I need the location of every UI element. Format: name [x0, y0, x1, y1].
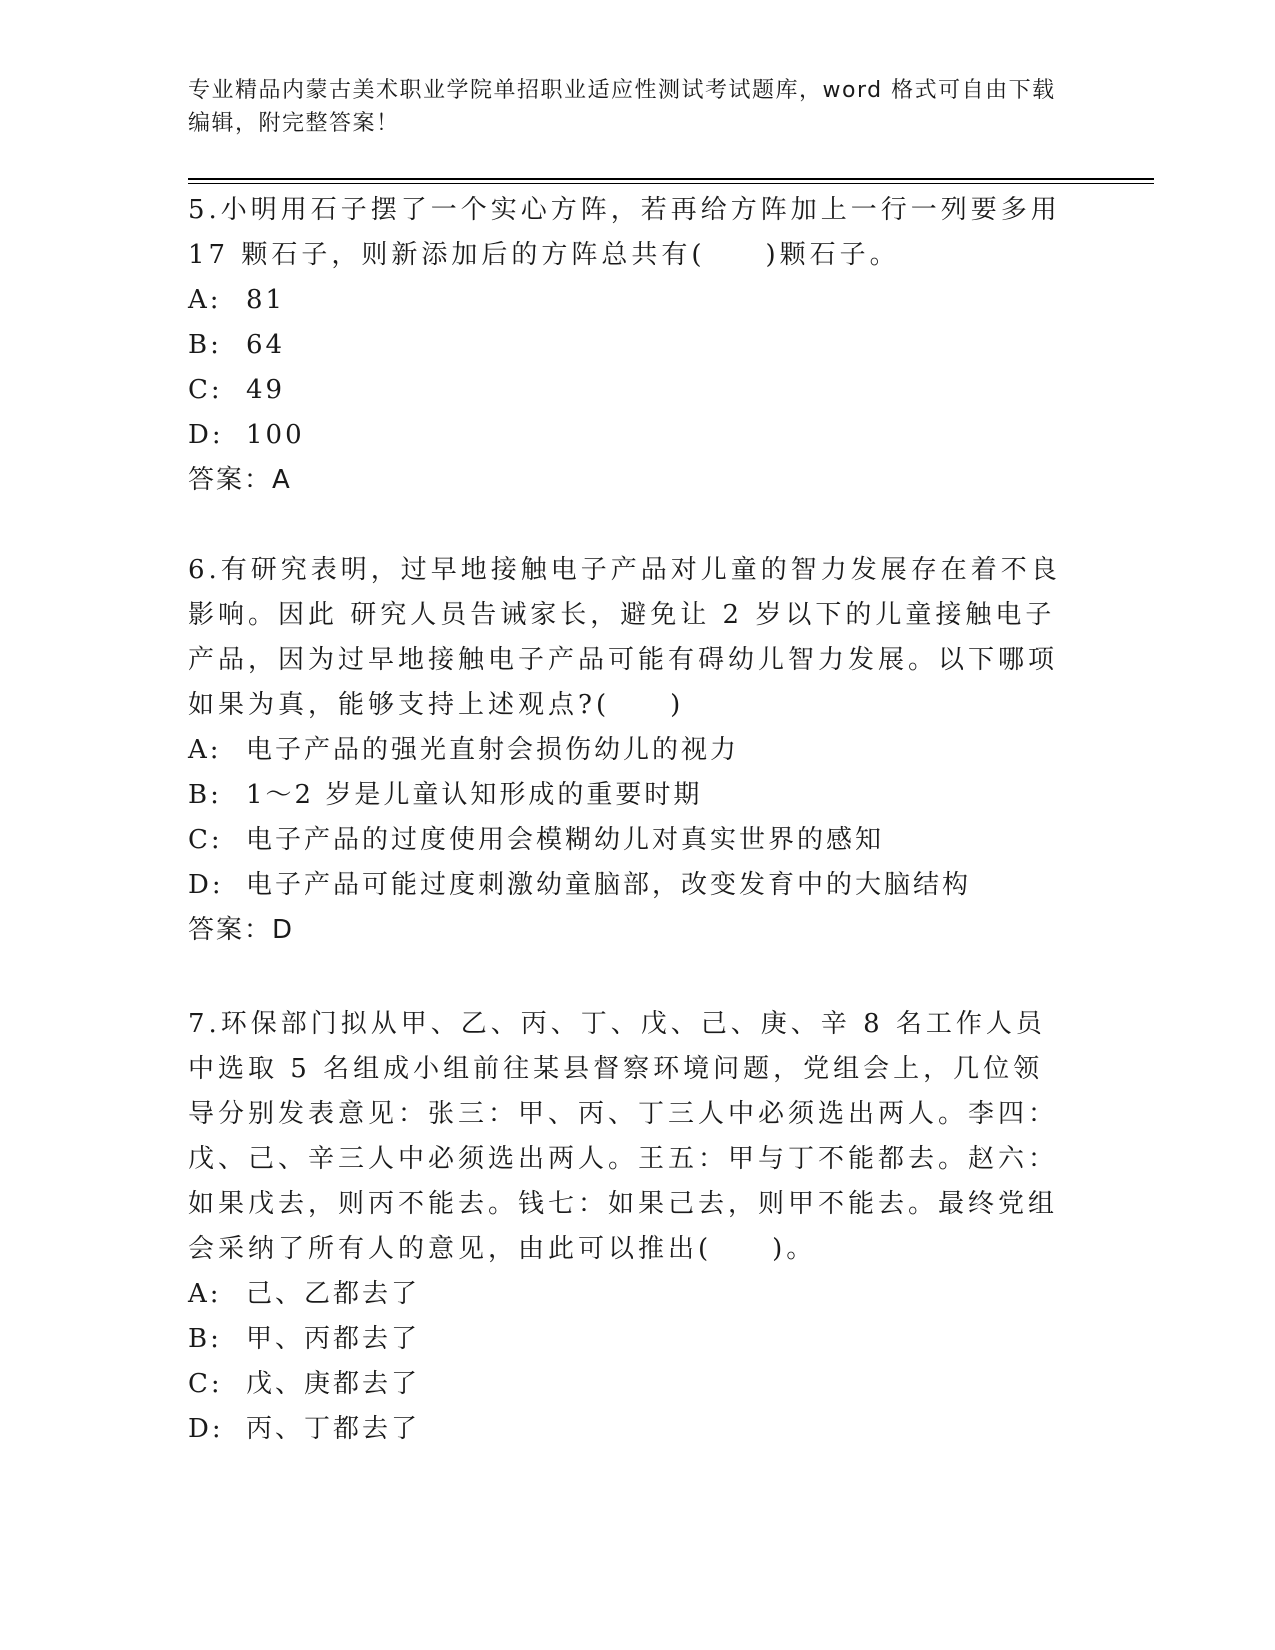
option-key: D: — [188, 1414, 224, 1444]
option-text: 81 — [246, 285, 286, 315]
option-text: 1～2 岁是儿童认知形成的重要时期 — [246, 780, 703, 810]
answer-line: 答案：A — [188, 465, 292, 495]
option-c — [188, 368, 1068, 413]
option-d — [188, 863, 1068, 908]
question-stem: 5.小明用石子摆了一个实心方阵，若再给方阵加上一行一列要多用 17 颗石子，则新添加后的方阵总共有( )颗石子。 — [188, 195, 1061, 270]
option-a — [188, 1272, 1068, 1317]
option-text: 电子产品可能过度刺激幼童脑部，改变发育中的大脑结构 — [246, 870, 972, 900]
option-key: C: — [188, 1369, 223, 1399]
option-text: 己、乙都去了 — [246, 1279, 421, 1309]
option-text: 64 — [246, 330, 286, 360]
question-7 — [188, 1002, 1068, 1452]
option-b — [188, 1317, 1068, 1362]
question-stem: 6.有研究表明，过早地接触电子产品对儿童的智力发展存在着不良影响。因此 研究人员告诫家长，避免让 2 岁以下的儿童接触电子产品，因为过早地接触电子产品可能有碍幼儿智力发展。以下哪项如果为真，能够支持上述观点?( ) — [188, 555, 1061, 720]
option-key: A: — [188, 1279, 222, 1309]
option-b — [188, 773, 1068, 818]
document-header: 专业精品内蒙古美术职业学院单招职业适应性测试考试题库，word 格式可自由下载编辑，附完整答案！ — [188, 78, 1056, 136]
option-text: 戊、庚都去了 — [246, 1369, 421, 1399]
header-divider-thin — [188, 183, 1154, 184]
option-key: B: — [188, 780, 222, 810]
option-key: C: — [188, 375, 223, 405]
option-key: C: — [188, 825, 223, 855]
answer-line: 答案：D — [188, 915, 295, 945]
option-key: B: — [188, 1324, 222, 1354]
option-text: 49 — [246, 375, 286, 405]
option-key: A: — [188, 735, 222, 765]
option-text: 电子产品的过度使用会模糊幼儿对真实世界的感知 — [246, 825, 885, 855]
option-text: 100 — [246, 420, 305, 450]
option-c — [188, 818, 1068, 863]
option-key: B: — [188, 330, 222, 360]
option-key: D: — [188, 420, 224, 450]
question-5 — [188, 188, 1068, 503]
option-a — [188, 278, 1068, 323]
option-d — [188, 413, 1068, 458]
option-c — [188, 1362, 1068, 1407]
option-key: A: — [188, 285, 222, 315]
option-a — [188, 728, 1068, 773]
option-b — [188, 323, 1068, 368]
question-stem: 7.环保部门拟从甲、乙、丙、丁、戊、己、庚、辛 8 名工作人员中选取 5 名组成小组前往某县督察环境问题，党组会上，几位领导分别发表意见：张三：甲、丙、丁三人中必须选出两人。李四：戊、己、辛三人中必须选出两人。王五：甲与丁不能都去。赵六：如果戊去，则丙不能去。钱七：如果己去，则甲不能去。最终党组会采纳了所有人的意见，由此可以推出( )。 — [188, 1009, 1059, 1264]
option-text: 丙、丁都去了 — [246, 1414, 421, 1444]
question-6 — [188, 548, 1068, 953]
option-key: D: — [188, 870, 224, 900]
option-text: 电子产品的强光直射会损伤幼儿的视力 — [246, 735, 740, 765]
option-text: 甲、丙都去了 — [246, 1324, 421, 1354]
header-divider-thick — [188, 178, 1154, 180]
option-d — [188, 1407, 1068, 1452]
